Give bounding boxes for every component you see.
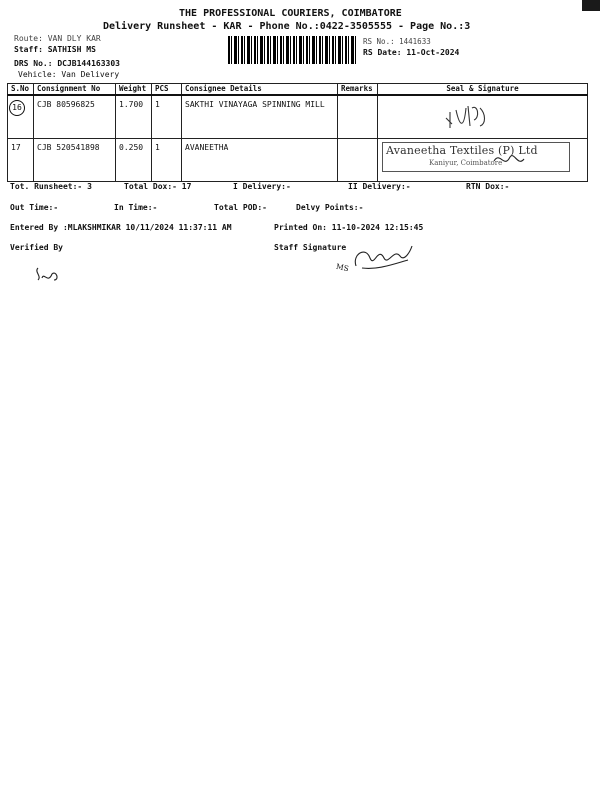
col-consignee: Consignee Details — [182, 84, 338, 96]
printed-on: Printed On: 11-10-2024 12:15:45 — [274, 223, 424, 232]
col-remarks: Remarks — [338, 84, 378, 96]
barcode — [228, 36, 356, 64]
drs-number: DRS No.: DCJB144163303 — [14, 59, 120, 68]
row-seal-signature — [378, 95, 588, 139]
scan-corner-mark — [582, 0, 600, 11]
total-pod: Total POD:- — [214, 203, 267, 212]
entered-by: Entered By :MLAKSHMIKAR 10/11/2024 11:37:11 AM — [10, 223, 232, 232]
tot-runsheet: Tot. Runsheet:- 3 — [10, 182, 92, 191]
table-header-row — [8, 84, 588, 96]
total-dox: Total Dox:- 17 — [124, 182, 192, 191]
col-consignment: Consignment No — [34, 84, 116, 96]
handwritten-signature-icon — [440, 98, 500, 132]
runsheet-title: Delivery Runsheet - KAR - Phone No.:0422-3505555 - Page No.:3 — [103, 21, 471, 32]
row-sno: 17 — [8, 139, 34, 182]
staff-label: Staff: SATHISH MS — [14, 45, 96, 54]
row-remarks — [338, 95, 378, 139]
staff-signature-icon — [348, 240, 418, 274]
row-consignment: CJB 520541898 — [34, 139, 116, 182]
vehicle-label: Vehicle: Van Delivery — [18, 70, 120, 79]
stamp-signature-icon — [490, 149, 530, 171]
stamp-line-1: Avaneetha Textiles (P) Ltd — [386, 144, 538, 157]
company-stamp — [382, 142, 570, 172]
route-label: Route: VAN DLY KAR — [14, 34, 101, 43]
out-time: Out Time:- — [10, 203, 59, 212]
runsheet-table — [7, 83, 588, 182]
staff-sign-initials: MS — [335, 261, 350, 274]
col-seal-signature: Seal & Signature — [378, 84, 588, 96]
col-pcs: PCS — [152, 84, 182, 96]
verifier-signature-icon — [32, 262, 66, 286]
verified-by: Verified By — [10, 243, 63, 252]
company-name: THE PROFESSIONAL COURIERS, COIMBATORE — [179, 8, 402, 19]
delvy-points: Delvy Points:- — [296, 203, 364, 212]
row-pcs: 1 — [152, 95, 182, 139]
col-sno: S.No — [8, 84, 34, 96]
table-row — [8, 95, 588, 139]
row-seal-signature — [378, 139, 588, 182]
rs-date: RS Date: 11-Oct-2024 — [363, 48, 460, 57]
in-time: In Time:- — [114, 203, 158, 212]
rs-number: RS No.: 1441633 — [363, 37, 431, 46]
ii-delivery: II Delivery:- — [348, 182, 411, 191]
row-weight: 0.250 — [116, 139, 152, 182]
row-remarks — [338, 139, 378, 182]
row-pcs: 1 — [152, 139, 182, 182]
circled-sno: 16 — [9, 100, 25, 116]
i-delivery: I Delivery:- — [233, 182, 291, 191]
rtn-dox: RTN Dox:- — [466, 182, 510, 191]
staff-signature-label: Staff Signature — [274, 243, 347, 252]
table-row — [8, 139, 588, 182]
row-sno — [8, 95, 34, 139]
row-consignee: AVANEETHA — [182, 139, 338, 182]
row-weight: 1.700 — [116, 95, 152, 139]
row-consignment: CJB 80596825 — [34, 95, 116, 139]
col-weight: Weight — [116, 84, 152, 96]
row-consignee: SAKTHI VINAYAGA SPINNING MILL — [182, 95, 338, 139]
stamp-line-2: Kaniyur, Coimbatore — [429, 159, 503, 167]
